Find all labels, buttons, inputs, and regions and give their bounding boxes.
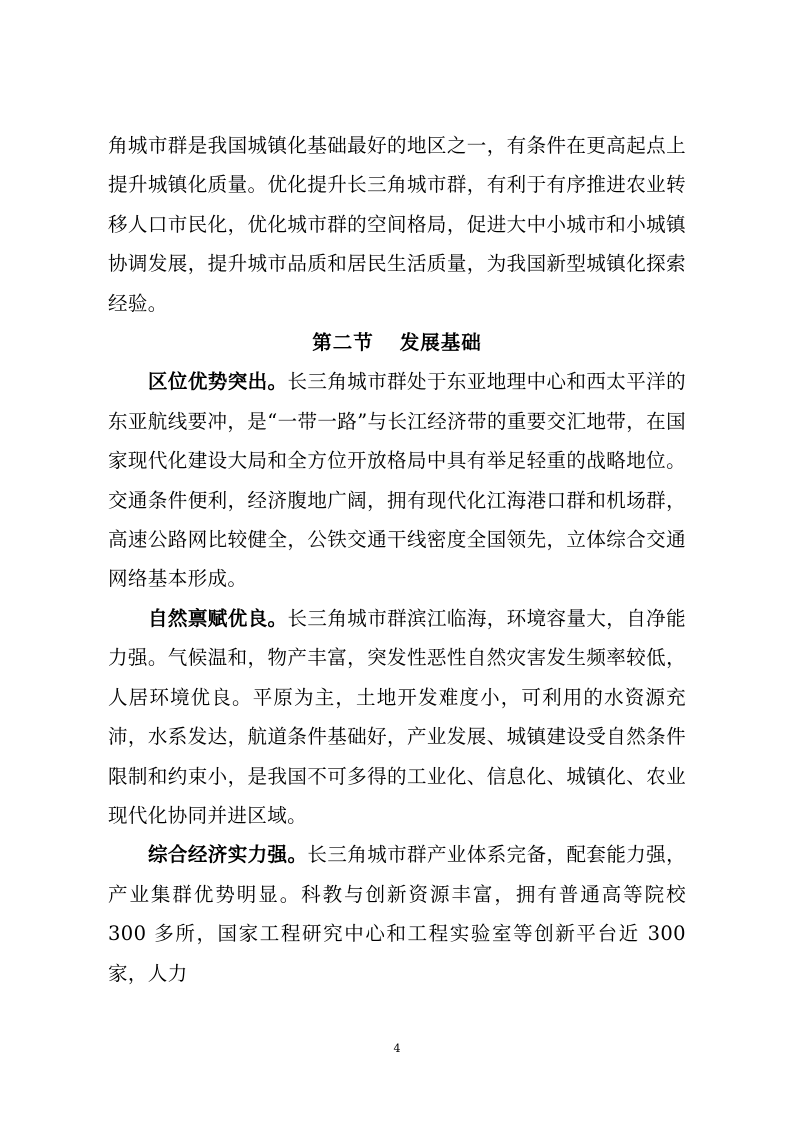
paragraph-natural-endowment xyxy=(108,599,686,835)
paragraph-text: 长三角城市群处于东亚地理中心和西太平洋的东亚航线要冲，是“一带一路”与长江经济带的重要交汇地带，在国家现代化建设大局和全方位开放格局中具有举足轻重的战略地位。交通条件便利，经济腹地广阔，拥有现代化江海港口群和机场群，高速公路网比较健全，公铁交通干线密度全国领先，立体综合交通网络基本形成。 xyxy=(108,370,686,591)
paragraph-location-advantage xyxy=(108,362,686,598)
paragraph-text: 长三角城市群产业体系完备，配套能力强，产业集群优势明显。科教与创新资源丰富，拥有普通高等院校 300 多所，国家工程研究中心和工程实验室等创新平台近 300 家，人力 xyxy=(108,843,686,985)
paragraph-lead: 区位优势突出。 xyxy=(148,370,288,394)
paragraph-economic-strength xyxy=(108,835,686,993)
continuation-paragraph: 角城市群是我国城镇化基础最好的地区之一，有条件在更高起点上提升城镇化质量。优化提升长三角城市群，有利于有序推进农业转移人口市民化，优化城市群的空间格局，促进大中小城市和小城镇协调发展，提升城市品质和居民生活质量，为我国新型城镇化探索经验。 xyxy=(108,134,686,315)
paragraph-text: 长三角城市群滨江临海，环境容量大，自净能力强。气候温和，物产丰富，突发性恶性自然灾害发生频率较低，人居环境优良。平原为主，土地开发难度小，可利用的水资源充沛，水系发达，航道条件基础好，产业发展、城镇建设受自然条件限制和约束小，是我国不可多得的工业化、信息化、城镇化、农业现代化协同并进区域。 xyxy=(108,606,686,827)
section-title: 发展基础 xyxy=(399,331,482,355)
body-text xyxy=(108,126,686,993)
paragraph-lead: 综合经济实力强。 xyxy=(148,843,308,867)
paragraph-lead: 自然禀赋优良。 xyxy=(148,606,288,630)
section-heading xyxy=(108,323,686,362)
section-number: 第二节 xyxy=(312,331,374,355)
page-number: 4 xyxy=(393,1042,401,1055)
